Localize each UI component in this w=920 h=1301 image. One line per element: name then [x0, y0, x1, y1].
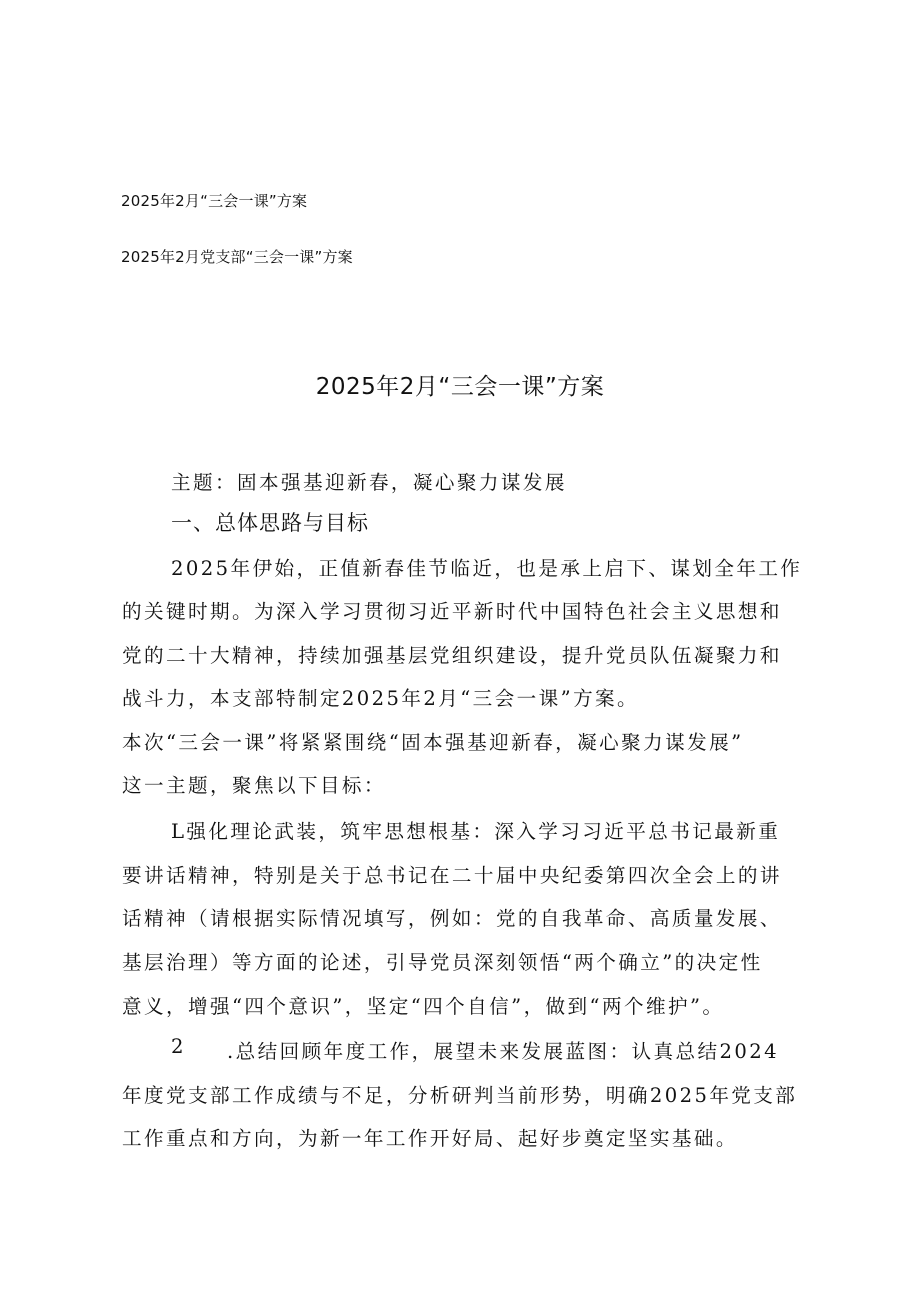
paragraph-line: 话精神（请根据实际情况填写，例如：党的自我革命、高质量发展、	[122, 907, 782, 930]
paragraph-line: L强化理论武装，筑牢思想根基：深入学习习近平总书记最新重	[171, 820, 781, 843]
paragraph-line: 基层治理）等方面的论述，引导党员深刻领悟“两个确立”的决定性	[122, 951, 763, 974]
paragraph-line: 年度党支部工作成绩与不足，分析研判当前形势，明确2025年党支部	[122, 1084, 798, 1107]
document-title: 2025年2月“三会一课”方案	[315, 374, 605, 400]
paragraph-line: 战斗力，本支部特制定2025年2月“三会一课”方案。	[122, 687, 640, 710]
paragraph-line: 意义，增强“四个意识”，坚定“四个自信”，做到“两个维护”。	[122, 995, 725, 1018]
paragraph-line: 2025年伊始，正值新春佳节临近，也是承上启下、谋划全年工作	[171, 557, 803, 580]
theme-line: 主题：固本强基迎新春，凝心聚力谋发展	[171, 471, 567, 494]
paragraph-line: 本次“三会一课”将紧紧围绕“固本强基迎新春，凝心聚力谋发展”	[122, 731, 744, 754]
paragraph-line: 工作重点和方向，为新一年工作开好局、起好步奠定坚实基础。	[122, 1127, 738, 1150]
paragraph-line: 要讲话精神，特别是关于总书记在二十届中央纪委第四次全会上的讲	[122, 864, 782, 887]
paragraph-line: 的关键时期。为深入学习贯彻习近平新时代中国特色社会主义思想和	[122, 600, 782, 623]
paragraph-line: 这一主题，聚焦以下目标：	[122, 774, 386, 797]
list-number: 2	[171, 1035, 186, 1058]
toc-line-1: 2025年2月“三会一课”方案	[121, 192, 308, 210]
paragraph-line: .总结回顾年度工作，展望未来发展蓝图：认真总结2024	[227, 1040, 779, 1063]
section-1-heading: 一、总体思路与目标	[171, 511, 369, 535]
paragraph-line: 党的二十大精神，持续加强基层党组织建设，提升党员队伍凝聚力和	[122, 644, 782, 667]
toc-line-2: 2025年2月党支部“三会一课”方案	[121, 248, 353, 266]
